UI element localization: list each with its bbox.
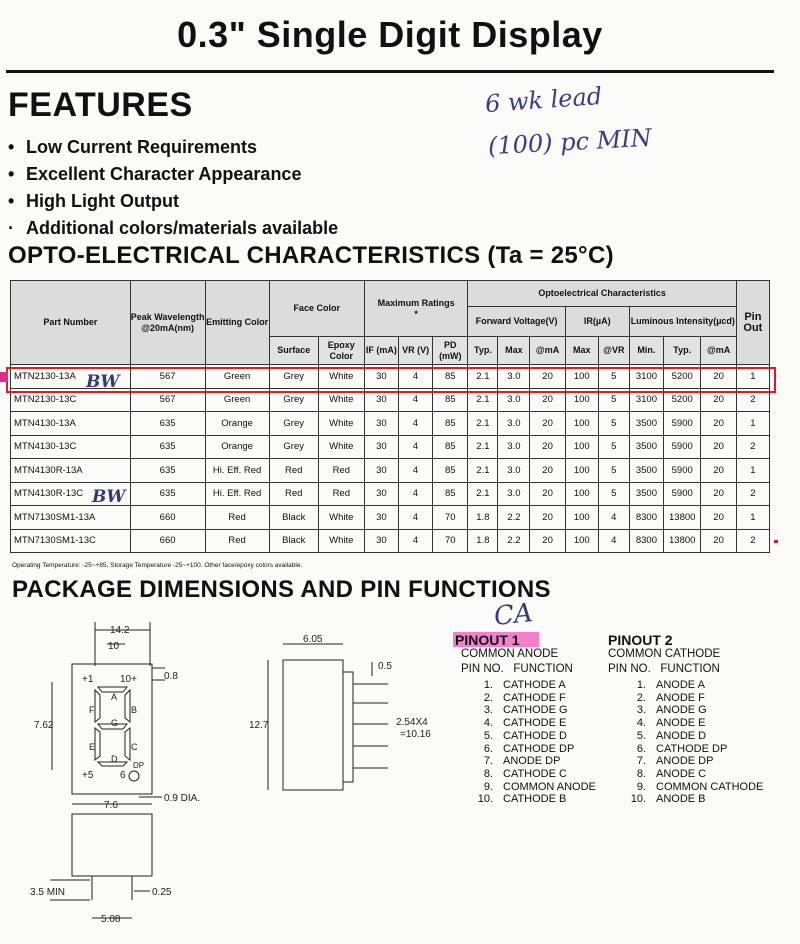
part-number-cell: MTN7130SM1-13C — [11, 529, 131, 553]
table-cell: 20 — [701, 365, 736, 389]
pin-number: 8. — [483, 767, 493, 780]
th-peak-wavelength: Peak Wavelength @20mA(nm) — [130, 281, 205, 365]
pin-number: 2. — [636, 691, 646, 704]
table-cell: 4 — [598, 529, 629, 553]
table-cell: White — [318, 435, 364, 459]
table-cell: 5200 — [664, 365, 701, 389]
pin-function: CATHODE E — [503, 717, 567, 730]
pin-number: 8. — [636, 767, 646, 780]
pin-row — [608, 692, 763, 705]
dim-10a: 10 — [108, 641, 120, 652]
table-cell: 1 — [736, 506, 769, 530]
pin-row — [608, 755, 763, 768]
red-mark — [774, 540, 778, 543]
th-sub: Max — [565, 337, 598, 365]
table-cell: Red — [269, 459, 318, 483]
th-sub: IF (mA) — [364, 337, 398, 365]
handwritten-note-minimum: (100) pc MIN — [487, 123, 653, 161]
table-cell: 5900 — [664, 435, 701, 459]
dp-label: DP — [133, 761, 145, 770]
features-heading: FEATURES — [8, 86, 193, 124]
table-cell: 2.2 — [498, 529, 530, 553]
side-lead-block — [343, 672, 353, 782]
table-cell: 2.1 — [468, 412, 498, 436]
th-sub: PD (mW) — [433, 337, 468, 365]
table-cell: 1 — [736, 412, 769, 436]
table-cell: 5900 — [664, 412, 701, 436]
table-cell: Black — [269, 506, 318, 530]
table-cell: 85 — [433, 365, 468, 389]
table-cell: 20 — [701, 388, 736, 412]
pin-function: ANODE F — [656, 691, 705, 704]
table-cell: 100 — [565, 388, 598, 412]
bottom-view-outline — [72, 814, 152, 876]
feature-item: • High Light Output — [8, 191, 179, 211]
pin-function: ANODE A — [656, 679, 705, 691]
table-cell: 4 — [398, 435, 432, 459]
pinout-2-subtitle: COMMON CATHODE — [608, 648, 721, 660]
segment-c-label: C — [131, 742, 138, 752]
highlight-box — [6, 367, 776, 393]
table-cell: 100 — [565, 412, 598, 436]
pin-function: CATHODE F — [503, 691, 566, 704]
pin-function: CATHODE G — [503, 704, 568, 717]
table-row — [11, 529, 770, 553]
segment-c — [125, 728, 130, 760]
table-cell: 100 — [565, 459, 598, 483]
segment-d-label: D — [111, 754, 118, 764]
table-cell: Grey — [269, 412, 318, 436]
pin-function: CATHODE D — [503, 729, 567, 742]
table-cell: 100 — [565, 365, 598, 389]
table-cell: 1 — [736, 459, 769, 483]
table-cell: 2.1 — [468, 482, 498, 506]
table-cell: 100 — [565, 435, 598, 459]
table-cell: 3.0 — [498, 482, 530, 506]
table-cell: 3.0 — [498, 459, 530, 483]
pin-function: CATHODE C — [503, 767, 567, 780]
table-cell: 2 — [736, 529, 769, 553]
table-cell: 4 — [398, 365, 432, 389]
table-cell: 8300 — [629, 506, 663, 530]
pin-row — [455, 755, 596, 768]
dim-0-9: 0.9 DIA. — [164, 793, 201, 804]
th-luminous: Luminous Intensity(µcd) — [629, 307, 736, 337]
pin-row — [608, 679, 763, 692]
table-cell: 1.8 — [468, 529, 498, 553]
table-cell: 3500 — [629, 459, 663, 483]
table-cell: White — [318, 412, 364, 436]
table-cell: 20 — [530, 365, 565, 389]
table-cell: 30 — [364, 506, 398, 530]
table-cell: Orange — [205, 412, 269, 436]
table-cell: Grey — [269, 388, 318, 412]
table-cell: 3.0 — [498, 388, 530, 412]
table-cell: 85 — [433, 482, 468, 506]
pin-number: 10. — [477, 793, 493, 806]
table-cell: 100 — [565, 482, 598, 506]
table-cell: 70 — [433, 506, 468, 530]
segment-f — [95, 690, 100, 722]
table-cell: 5900 — [664, 482, 701, 506]
table-cell: 660 — [130, 529, 205, 553]
table-cell: 5900 — [664, 459, 701, 483]
table-cell: Green — [205, 388, 269, 412]
table-cell: 635 — [130, 435, 205, 459]
table-cell: 13800 — [664, 506, 701, 530]
segment-g-label: G — [111, 718, 119, 728]
pin-function: ANODE B — [656, 793, 706, 806]
table-cell: Red — [205, 506, 269, 530]
table-cell: Hi. Eff. Red — [205, 482, 269, 506]
pin-row — [455, 679, 596, 692]
pin-row — [455, 692, 596, 705]
pin-number: 1. — [483, 679, 493, 691]
table-cell: 3500 — [629, 482, 663, 506]
table-cell: 635 — [130, 482, 205, 506]
table-cell: 5 — [598, 365, 629, 389]
table-cell: Red — [205, 529, 269, 553]
pin-row — [455, 704, 596, 717]
table-cell: 85 — [433, 459, 468, 483]
pin-number: 1. — [636, 679, 646, 691]
table-cell: 85 — [433, 412, 468, 436]
table-cell: 4 — [398, 482, 432, 506]
table-cell: 100 — [565, 506, 598, 530]
dim-10-16: =10.16 — [400, 729, 431, 740]
table-cell: Red — [318, 459, 364, 483]
pinout-2-table — [608, 679, 763, 806]
part-number-cell: MTN4130R-13A — [11, 459, 131, 483]
dim-0-25: 0.25 — [152, 887, 172, 898]
th-sub: @VR — [598, 337, 629, 365]
opto-heading: OPTO-ELECTRICAL CHARACTERISTICS (Ta = 25°C) — [8, 242, 614, 269]
th-ir: IR(µA) — [565, 307, 629, 337]
table-cell: 20 — [530, 459, 565, 483]
pin-function: COMMON CATHODE — [656, 780, 764, 793]
segment-b-label: B — [131, 705, 138, 715]
table-cell: 20 — [530, 482, 565, 506]
pin-row — [608, 704, 763, 717]
table-cell: 567 — [130, 365, 205, 389]
package-heading: PACKAGE DIMENSIONS AND PIN FUNCTIONS — [12, 576, 551, 603]
characteristics-table — [10, 280, 770, 553]
table-cell: 2.1 — [468, 435, 498, 459]
table-cell: 1 — [736, 365, 769, 389]
table-cell: 3500 — [629, 412, 663, 436]
th-forward-voltage: Forward Voltage(V) — [468, 307, 565, 337]
th-sub: @mA — [530, 337, 565, 365]
pin-row — [455, 781, 596, 794]
pin6-label: 6 — [120, 770, 126, 781]
handwritten-note-lead-time: 6 wk lead — [484, 81, 604, 119]
part-number-cell: MTN4130R-13C — [11, 482, 131, 506]
segment-f-label: F — [89, 705, 95, 715]
table-cell: 5 — [598, 459, 629, 483]
pin1-label: +1 — [82, 674, 94, 685]
segment-e — [95, 728, 100, 760]
th-sub: Max — [498, 337, 530, 365]
table-cell: 20 — [530, 506, 565, 530]
table-cell: White — [318, 365, 364, 389]
table-cell: 5 — [598, 412, 629, 436]
table-cell: 635 — [130, 459, 205, 483]
part-number-cell: MTN2130-13C — [11, 388, 131, 412]
pin5-label: +5 — [82, 770, 94, 781]
pin-number: 4. — [483, 717, 493, 730]
dim-5-08: 5.08 — [101, 914, 121, 925]
pinout-1-title: PINOUT 1 — [455, 632, 520, 648]
table-cell: 70 — [433, 529, 468, 553]
dim-12-7: 12.7 — [249, 720, 269, 731]
pin-function: ANODE G — [656, 704, 707, 717]
pin-row — [608, 781, 763, 794]
table-cell: White — [318, 388, 364, 412]
pin-row — [455, 730, 596, 743]
pinout-1-table — [455, 679, 596, 806]
pin-number: 6. — [483, 742, 493, 755]
dp-circle — [129, 771, 139, 781]
pin-function: CATHODE DP — [656, 742, 728, 755]
table-cell: Orange — [205, 435, 269, 459]
segment-b — [125, 690, 130, 722]
table-cell: 20 — [530, 529, 565, 553]
handwritten-bw-mark: BW — [92, 487, 126, 507]
table-cell: 4 — [398, 412, 432, 436]
table-cell: 2.1 — [468, 388, 498, 412]
pink-marker — [0, 372, 8, 382]
table-cell: 20 — [701, 412, 736, 436]
table-cell: 30 — [364, 529, 398, 553]
part-number-cell: MTN4130-13C — [11, 435, 131, 459]
dim-7-62: 7.62 — [34, 720, 54, 731]
pinout-2-block — [608, 632, 763, 806]
part-number-cell: MTN4130-13A — [11, 412, 131, 436]
th-sub: Typ. — [468, 337, 498, 365]
table-cell: 85 — [433, 435, 468, 459]
th-opto-group: Optoelectrical Characteristics — [468, 281, 736, 307]
pin-function: CATHODE A — [503, 679, 566, 691]
pin-function: CATHODE DP — [503, 742, 575, 755]
dim-3-5: 3.5 MIN — [30, 887, 66, 898]
th-sub: VR (V) — [398, 337, 432, 365]
dim-14-2: 14.2 — [110, 625, 130, 636]
pin-row — [608, 730, 763, 743]
table-cell: 567 — [130, 388, 205, 412]
th-part-number: Part Number — [11, 281, 131, 365]
pin-number: 3. — [636, 704, 646, 717]
pin-number: 2. — [483, 691, 493, 704]
pin-row — [608, 793, 763, 806]
feature-item: • Low Current Requirements — [8, 137, 258, 157]
th-face-color: Face Color — [269, 281, 364, 337]
table-cell: 660 — [130, 506, 205, 530]
pin-function: ANODE D — [656, 729, 707, 742]
pin-row — [455, 768, 596, 781]
table-cell: 20 — [701, 506, 736, 530]
table-cell: 4 — [598, 506, 629, 530]
table-cell: 4 — [398, 529, 432, 553]
table-cell: 30 — [364, 435, 398, 459]
table-cell: 4 — [398, 388, 432, 412]
table-cell: 2.1 — [468, 365, 498, 389]
table-cell: 3.0 — [498, 365, 530, 389]
title-rule — [6, 70, 774, 73]
table-cell: Red — [318, 482, 364, 506]
table-cell: 85 — [433, 388, 468, 412]
table-cell: 30 — [364, 365, 398, 389]
table-cell: 2 — [736, 388, 769, 412]
th-sub: @mA — [701, 337, 736, 365]
th-sub: Surface — [269, 337, 318, 365]
table-cell: 2.2 — [498, 506, 530, 530]
pin-number: 3. — [483, 704, 493, 717]
th-emitting-color: Emitting Color — [205, 281, 269, 365]
table-cell: 2 — [736, 482, 769, 506]
pinout-1-subtitle: COMMON ANODE — [461, 648, 559, 660]
table-cell: 30 — [364, 388, 398, 412]
handwritten-bw-mark: BW — [86, 372, 120, 392]
table-cell: 5 — [598, 435, 629, 459]
side-body-outline — [283, 660, 343, 790]
table-cell: Grey — [269, 435, 318, 459]
table-cell: 3500 — [629, 435, 663, 459]
features-list — [8, 136, 338, 244]
pin-function: ANODE DP — [656, 755, 714, 768]
table-cell: 3100 — [629, 365, 663, 389]
table-cell: 20 — [701, 459, 736, 483]
pin-row — [455, 793, 596, 806]
pin-row — [455, 743, 596, 756]
operating-temperature-note: Operating Temperature: -25~+85, Storage Temperature -25~+100. Other face/epoxy colors available. — [12, 562, 303, 569]
pin-number: 7. — [483, 755, 493, 768]
table-cell: 20 — [530, 388, 565, 412]
pin-number: 9. — [636, 780, 646, 793]
table-cell: 13800 — [664, 529, 701, 553]
pin-row — [608, 768, 763, 781]
table-cell: 4 — [398, 459, 432, 483]
dim-2-54x4: 2.54X4 — [396, 717, 428, 728]
pinout-2-columns: PIN NO. FUNCTION — [608, 663, 720, 675]
pin-number: 5. — [636, 729, 646, 742]
table-cell: 20 — [701, 482, 736, 506]
th-sub: Min. — [629, 337, 663, 365]
pin-row — [608, 743, 763, 756]
dim-6-05: 6.05 — [303, 634, 323, 645]
dim-0-5: 0.5 — [378, 661, 392, 672]
table-cell: 5200 — [664, 388, 701, 412]
table-cell: White — [318, 529, 364, 553]
package-dimension-drawing — [0, 600, 460, 930]
pinout-2-title: PINOUT 2 — [608, 632, 673, 648]
pin-function: CATHODE B — [503, 793, 567, 806]
table-cell: 1.8 — [468, 506, 498, 530]
pinout-1-columns: PIN NO. FUNCTION — [461, 663, 573, 675]
table-cell: 635 — [130, 412, 205, 436]
table-cell: 20 — [701, 435, 736, 459]
table-cell: 5 — [598, 482, 629, 506]
pin-number: 4. — [636, 717, 646, 730]
table-cell: Hi. Eff. Red — [205, 459, 269, 483]
table-cell: Red — [269, 482, 318, 506]
table-cell: White — [318, 506, 364, 530]
feature-item: • Excellent Character Appearance — [8, 164, 302, 184]
pin-number: 9. — [483, 780, 493, 793]
segment-a-label: A — [111, 692, 118, 702]
table-cell: Black — [269, 529, 318, 553]
feature-item: · Additional colors/materials available — [8, 218, 339, 238]
dim-0-8: 0.8 — [164, 671, 178, 682]
table-cell: 20 — [701, 529, 736, 553]
pin-number: 5. — [483, 729, 493, 742]
pin-function: ANODE E — [656, 717, 706, 730]
pin-number: 7. — [636, 755, 646, 768]
th-max-ratings: Maximum Ratings * — [364, 281, 468, 337]
segment-e-label: E — [89, 742, 96, 752]
table-row — [11, 435, 770, 459]
table-cell: 2 — [736, 435, 769, 459]
table-cell: 3.0 — [498, 435, 530, 459]
table-cell: 3100 — [629, 388, 663, 412]
table-cell: 8300 — [629, 529, 663, 553]
dim-7-6: 7.6 — [104, 800, 118, 811]
th-sub: Epoxy Color — [318, 337, 364, 365]
table-cell: 30 — [364, 412, 398, 436]
pin-function: ANODE DP — [503, 755, 561, 768]
table-cell: 30 — [364, 482, 398, 506]
pin-function: COMMON ANODE — [503, 780, 596, 793]
pin10-label: 10+ — [120, 674, 137, 685]
part-number-cell: MTN7130SM1-13A — [11, 506, 131, 530]
table-cell: 3.0 — [498, 412, 530, 436]
th-sub: Typ. — [664, 337, 701, 365]
pin-row — [608, 717, 763, 730]
table-cell: Grey — [269, 365, 318, 389]
part-number-cell: MTN2130-13A — [11, 365, 131, 389]
table-cell: 5 — [598, 388, 629, 412]
table-cell: 30 — [364, 459, 398, 483]
page-title: 0.3" Single Digit Display — [177, 14, 603, 55]
table-row — [11, 506, 770, 530]
table-cell: 2.1 — [468, 459, 498, 483]
table-cell: Green — [205, 365, 269, 389]
pin-row — [455, 717, 596, 730]
pinout-1-block — [455, 632, 596, 806]
pin-number: 6. — [636, 742, 646, 755]
table-row — [11, 412, 770, 436]
pin-number: 10. — [630, 793, 646, 806]
table-cell: 20 — [530, 412, 565, 436]
pin-function: ANODE C — [656, 767, 707, 780]
table-row — [11, 459, 770, 483]
table-cell: 20 — [530, 435, 565, 459]
table-cell: 100 — [565, 529, 598, 553]
handwritten-ca: CA — [492, 598, 535, 632]
table-cell: 4 — [398, 506, 432, 530]
th-pin-out: Pin Out — [736, 281, 769, 365]
